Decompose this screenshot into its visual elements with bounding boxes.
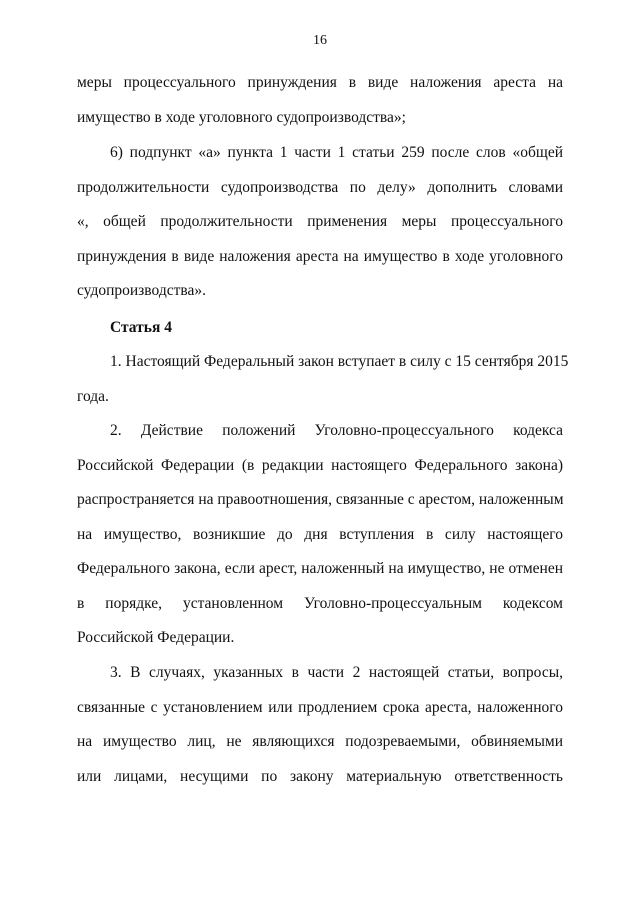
- text-line: в порядке, установленном Уголовно-процессуальным кодексом: [77, 594, 563, 612]
- text-line: связанные с установлением или продлением срока ареста, наложенного: [77, 698, 563, 716]
- text-line: Статья 4: [110, 319, 172, 336]
- text-line: 1. Настоящий Федеральный закон вступает в силу с 15 сентября 2015: [110, 353, 569, 370]
- text-line: принуждения в виде наложения ареста на имущество в ходе уголовного: [77, 247, 563, 265]
- text-line: на имущество лиц, не являющихся подозреваемыми, обвиняемыми: [77, 733, 563, 750]
- paragraph: [77, 136, 563, 309]
- paragraph: [77, 66, 563, 135]
- text-line: меры процессуального принуждения в виде наложения ареста на: [77, 74, 563, 91]
- text-line: 3. В случаях, указанных в части 2 настоящей статьи, вопросы,: [110, 664, 563, 681]
- text-line: судопроизводства».: [77, 282, 206, 299]
- text-line: или лицами, несущими по закону материальную ответственность: [77, 767, 563, 785]
- text-line: продолжительности судопроизводства по делу» дополнить словами: [77, 178, 563, 196]
- text-line: имущество в ходе уголовного судопроизводства»;: [77, 108, 406, 126]
- text-line: Российской Федерации (в редакции настоящего Федерального закона): [77, 456, 563, 474]
- text-line: года.: [77, 387, 109, 405]
- text-line: Федерального закона, если арест, наложенный на имущество, не отменен: [77, 560, 563, 577]
- paragraph: [77, 414, 563, 656]
- paragraph: [77, 656, 563, 794]
- text-line: на имущество, возникшие до дня вступления в силу настоящего: [77, 525, 563, 543]
- text-line: «, общей продолжительности применения меры процессуального: [77, 213, 563, 230]
- text-line: распространяется на правоотношения, связанные с арестом, наложенным: [77, 491, 564, 508]
- text-line: 2. Действие положений Уголовно-процессуального кодекса: [110, 422, 563, 439]
- text-line: Российской Федерации.: [77, 629, 235, 646]
- article-heading: [77, 311, 563, 346]
- text-line: 6) подпункт «а» пункта 1 части 1 статьи 259 после слов «общей: [110, 144, 563, 161]
- page-number: 16: [313, 33, 327, 48]
- paragraph: [77, 345, 569, 414]
